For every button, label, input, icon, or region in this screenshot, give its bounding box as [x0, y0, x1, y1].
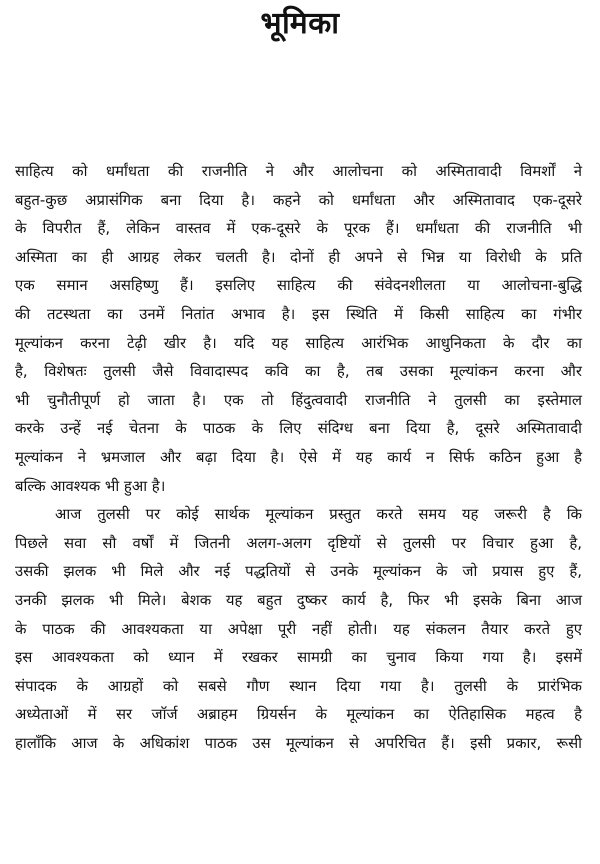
- text-line: अस्मिता का ही आग्रह लेकर चलती है। दोनों ही अपने से भिन्न या विरोधी के प्रति: [15, 247, 582, 266]
- text-line: बहुत-कुछ अप्रासंगिक बना दिया है। कहने को धर्मांधता और अस्मितावाद एक-दूसरे: [15, 190, 582, 209]
- text-line: बल्कि आवश्यक भी हुआ है।: [15, 476, 166, 495]
- text-line: उनकी झलक भी मिले। बेशक यह बहुत दुष्कर कार्य है, फिर भी इसके बिना आज: [15, 590, 582, 609]
- text-line: की तटस्थता का उनमें नितांत अभाव है। इस स्थिति में किसी साहित्य का गंभीर: [15, 304, 582, 323]
- text-line: मूल्यांकन ने भ्रमजाल और बढ़ा दिया है। ऐसे में यह कार्य न सिर्फ कठिन हुआ है: [15, 447, 582, 466]
- text-line: आज तुलसी पर कोई सार्थक मूल्यांकन प्रस्तुत करते समय यह जरूरी है कि: [55, 505, 582, 524]
- text-line: है, विशेषतः तुलसी जैसे विवादास्पद कवि का है, तब उसका मूल्यांकन करना और: [15, 362, 582, 381]
- text-line: भी चुनौतीपूर्ण हो जाता है। एक तो हिंदुत्ववादी राजनीति ने तुलसी का इस्तेमाल: [15, 390, 582, 409]
- paragraph-1: [15, 157, 582, 500]
- text-line: संपादक के आग्रहों को सबसे गौण स्थान दिया गया है। तुलसी के प्रारंभिक: [15, 676, 582, 695]
- page-title: भूमिका: [260, 6, 340, 41]
- text-line: पिछले सवा सौ वर्षों में जितनी अलग-अलग दृष्टियों से तुलसी पर विचार हुआ है,: [15, 533, 582, 552]
- text-line: अध्येताओं में सर जॉर्ज अब्राहम ग्रियर्सन के मूल्यांकन का ऐतिहासिक महत्व है: [15, 705, 582, 724]
- text-line: मूल्यांकन करना टेढ़ी खीर है। यदि यह साहित्य आरंभिक आधुनिकता के दौर का: [15, 333, 582, 352]
- paragraph-2: [15, 500, 582, 757]
- text-line: उसकी झलक भी मिले और नई पद्धतियों से उनके मूल्यांकन के जो प्रयास हुए हैं,: [15, 562, 582, 581]
- text-line: इस आवश्यकता को ध्यान में रखकर सामग्री का चुनाव किया गया है। इसमें: [15, 648, 582, 667]
- body-text: [15, 157, 582, 757]
- text-line: साहित्य को धर्मांधता की राजनीति ने और आलोचना को अस्मितावादी विमर्शों ने: [15, 162, 582, 180]
- text-line: के पाठक की आवश्यकता या अपेक्षा पूरी नहीं होती। यह संकलन तैयार करते हुए: [15, 619, 582, 638]
- text-line: के विपरीत हैं, लेकिन वास्तव में एक-दूसरे के पूरक हैं। धर्मांधता की राजनीति भी: [15, 219, 582, 238]
- text-line: एक समान असहिष्णु हैं। इसलिए साहित्य की संवेदनशीलता या आलोचना-बुद्धि: [15, 276, 582, 295]
- text-line: करके उन्हें नई चेतना के पाठक के लिए संदिग्ध बना दिया है, दूसरे अस्मितावादी: [15, 419, 582, 438]
- text-line: हालाँकि आज के अधिकांश पाठक उस मूल्यांकन से अपरिचित हैं। इसी प्रकार, रूसी: [15, 733, 582, 752]
